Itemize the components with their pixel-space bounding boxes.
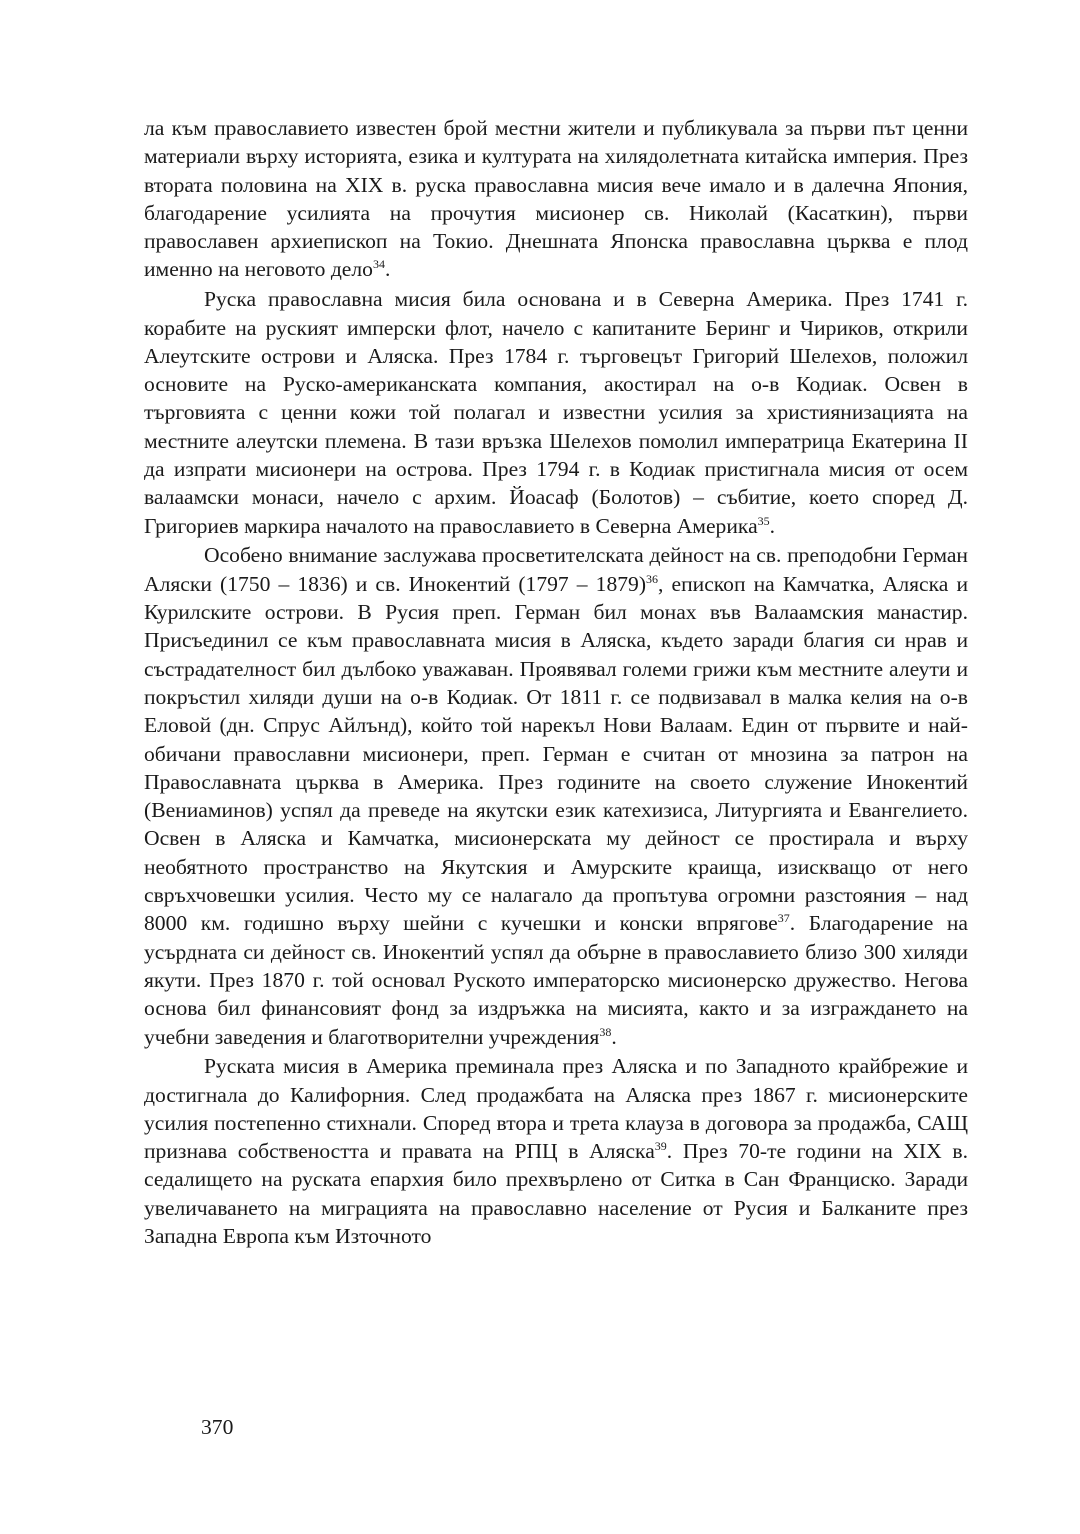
footnote-reference[interactable]: 34 (372, 257, 385, 272)
footnote-reference[interactable]: 38 (599, 1024, 612, 1039)
paragraph (144, 541, 968, 1050)
body-text (144, 114, 968, 1250)
footnote-reference[interactable]: 36 (646, 571, 659, 586)
text-run: . През 70-те години на XIX в. седалището на руската епархия било прехвърлено от Ситка в Сан Франциско. Заради увеличаването на миграцията на православно население от Русия и Балканите през Западна Европа към Източното (144, 1139, 968, 1249)
paragraph (144, 285, 968, 540)
text-run: , епископ на Камчатка, Аляска и Курилските острови. В Русия преп. Герман бил монах във Валаамския манастир. Присъединил се към православната мисия в Аляска, където заради благия си нрав и състрадателност бил дълбоко уважаван. Проявявал големи грижи към местните алеути и покръстил хиляди души на о-в Кодиак. От 1811 г. се подвизавал в малка келия на о-в Еловой (дн. Спрус Айлънд), който той нарекъл Нови Валаам. Един от първите и най-обичани православни мисионери, преп. Герман е считан от мнозина за патрон на Православната църква в Америка. През годините на своето служение Инокентий (Вениаминов) успял да преведе на якутски език катехизиса, Литургията и Евангелието. Освен в Аляска и Камчатка, мисионерската му дейност се простирала и върху необятното пространство на Якутския и Амурските краища, изискващо от него свръхчовешки усилия. Често му се налагало да пропътува огромни разстояния – над 8000 км. годишно върху шейни с кучешки и конски впрягове (144, 571, 968, 936)
text-run: . (384, 257, 391, 282)
text-run: . Благодарение на усърдната си дейност св. Инокентий успял да обърне в православието близо 300 хиляди якути. През 1870 г. той основал Руското императорско мисионерско дружество. Негова основа бил финансовият фонд за издръжка на мисията, както и за изграждането на учебни заведения и благотворителни учреждения (144, 911, 968, 1049)
page-number: 370 (201, 1415, 234, 1439)
footnote-reference[interactable]: 37 (777, 911, 790, 926)
text-run: Руската мисия в Америка преминала през Аляска и по Западното крайбрежие и достигнала до Калифорния. След продажбата на Аляска през 1867 г. мисионерските усилия постепенно стихнали. Според втора и трета клауза в договора за продажба, САЩ признава собствеността и правата на РПЦ в Аляска (144, 1054, 968, 1164)
paragraph (144, 114, 968, 284)
text-run: . (769, 513, 776, 538)
text-run: . (611, 1024, 617, 1049)
text-run: ла към православието известен брой местни жители и публикувала за първи път ценни материали върху историята, езика и културата на хилядолетната китайска империя. През втората половина на XIX в. руска православна мисия вече имало и в далечна Япония, благодарение усилията на прочутия мисионер св. Николай (Касаткин), първи православен архиепископ на Токио. Днешната Японска православна църква е плод именно на неговото дело (144, 116, 968, 282)
text-run: Особено внимание заслужава просветителската дейност на св. преподобни Герман Аляски (1750 – 1836) и св. Инокентий (1797 – 1879) (144, 543, 968, 596)
text-run: Руска православна мисия била основана и в Северна Америка. През 1741 г. корабите на руският имперски флот, начело с капитаните Беринг и Чириков, открили Алеутските острови и Аляска. През 1784 г. търговецът Григорий Шелехов, положил основите на Руско-американската компания, акостирал на о-в Кодиак. Освен в търговията с ценни кожи той полагал и известни усилия за християнизацията на местните алеутски племена. В тази връзка Шелехов помолил императрица Екатерина II да изпрати мисионери на острова. През 1794 г. в Кодиак пристигнала мисия от осем валаамски монаси, начело с архим. Йоасаф (Болотов) – събитие, което според Д. Григориев маркира началото на православието в Северна Америка (144, 287, 968, 538)
paragraph (144, 1052, 968, 1250)
footnote-reference[interactable]: 35 (757, 513, 770, 528)
footnote-reference[interactable]: 39 (654, 1139, 667, 1153)
